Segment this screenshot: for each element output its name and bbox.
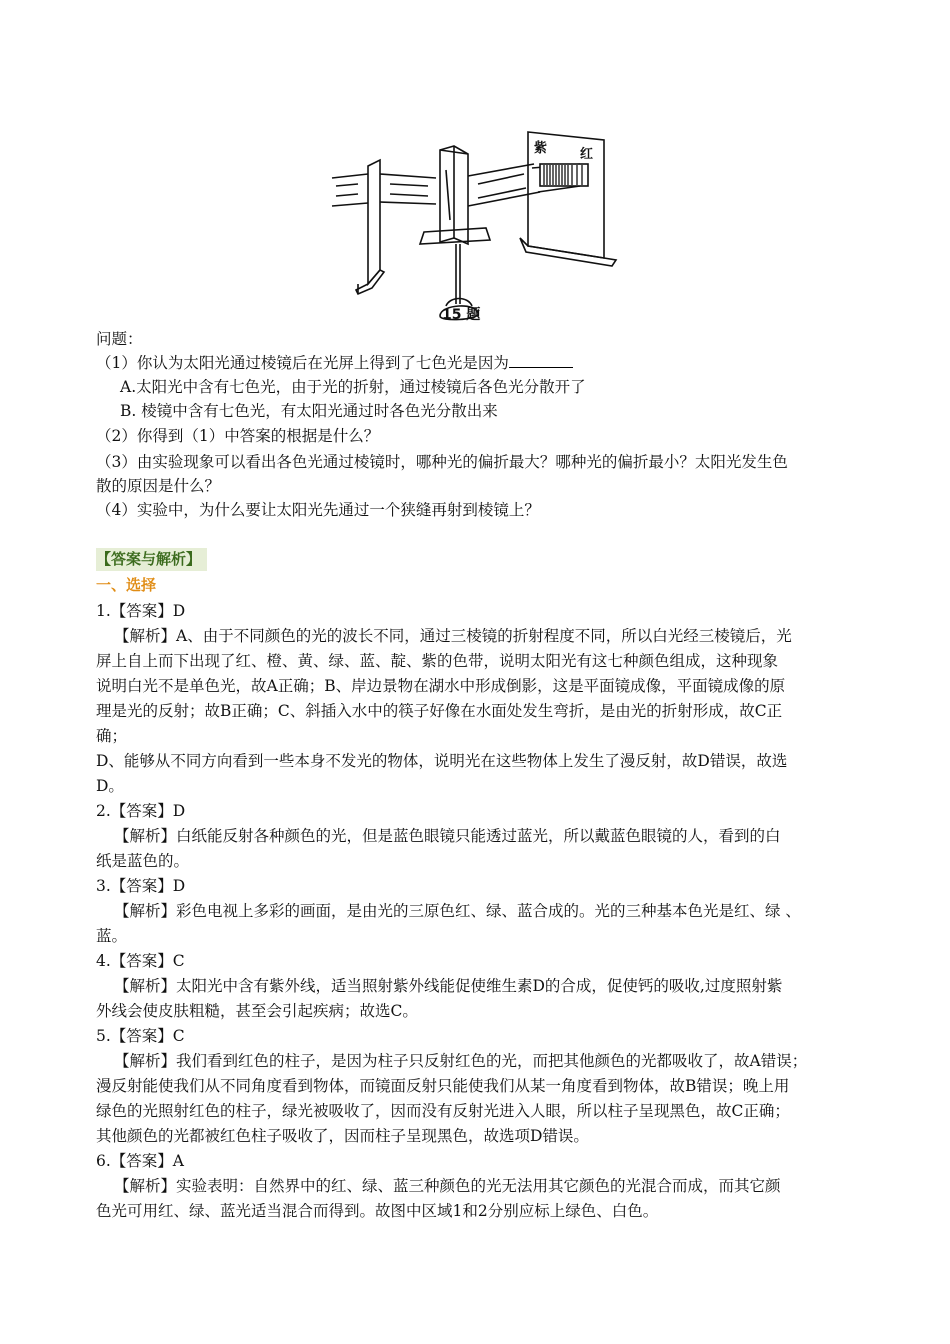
analysis-1-line: 屏上自上而下出现了红、橙、黄、绿、蓝、靛、紫的色带，说明太阳光有这七种颜色组成，这种现象: [96, 652, 779, 670]
analysis-1-line: 确；: [96, 727, 128, 745]
option-b: B. 棱镜中含有七色光，有太阳光通过时各色光分散出来: [120, 402, 498, 420]
answer-blank: [509, 353, 573, 368]
analysis-4-line: 【解析】太阳光中含有紫外线，适当照射紫外线能促使维生素D的合成，促使钙的吸收,过度照射紫: [114, 977, 783, 995]
answer-5: 5.【答案】C: [96, 1027, 185, 1045]
analysis-4-line: 外线会使皮肤粗糙，甚至会引起疾病；故选C。: [96, 1002, 418, 1020]
question-1-text: （1）你认为太阳光通过棱镜后在光屏上得到了七色光是因为: [96, 354, 509, 372]
label-purple: 紫: [534, 141, 548, 156]
figure-caption: 15 题: [442, 307, 481, 323]
analysis-5-line: 其他颜色的光都被红色柱子吸收了，因而柱子呈现黑色，故选项D错误。: [96, 1127, 589, 1145]
analysis-6-line: 色光可用红、绿、蓝光适当混合而得到。故图中区域1和2分别应标上绿色、白色。: [96, 1202, 659, 1220]
prism-dispersion-figure: [328, 120, 628, 330]
answer-1: 1.【答案】D: [96, 602, 186, 620]
question-1: [96, 351, 573, 375]
analysis-3-line: 【解析】彩色电视上多彩的画面，是由光的三原色红、绿、蓝合成的。光的三种基本色光是红、绿 、: [114, 902, 801, 920]
answer-3: 3.【答案】D: [96, 877, 186, 895]
answer-2: 2.【答案】D: [96, 802, 186, 820]
question-2: （2）你得到（1）中答案的根据是什么？: [96, 427, 380, 445]
option-a: A.太阳光中含有七色光，由于光的折射，通过棱镜后各色光分散开了: [120, 378, 586, 396]
question-3-line-1: （3）由实验现象可以看出各色光通过棱镜时，哪种光的偏折最大？哪种光的偏折最小？太阳光发生色: [96, 453, 788, 471]
questions-heading: 问题：: [96, 330, 143, 348]
analysis-1-line: D、能够从不同方向看到一些本身不发光的物体，说明光在这些物体上发生了漫反射，故D错误，故选: [96, 752, 788, 770]
analysis-2-line: 【解析】白纸能反射各种颜色的光，但是蓝色眼镜只能透过蓝光，所以戴蓝色眼镜的人，看到的白: [114, 827, 781, 845]
answer-6: 6.【答案】A: [96, 1152, 184, 1170]
analysis-1-line: 【解析】A、由于不同颜色的光的波长不同，通过三棱镜的折射程度不同，所以白光经三棱镜后，光: [114, 627, 792, 645]
analysis-2-line: 纸是蓝色的。: [96, 852, 190, 870]
analysis-1-line: 说明白光不是单色光，故A正确；B、岸边景物在湖水中形成倒影，这是平面镜成像，平面镜成像的原: [96, 677, 786, 695]
analysis-5-line: 绿色的光照射红色的柱子，绿光被吸收了，因而没有反射光进入人眼，所以柱子呈现黑色，故C正确；: [96, 1102, 790, 1120]
label-red: 红: [580, 147, 594, 162]
analysis-3-line: 蓝。: [96, 927, 128, 945]
analysis-1-line: 理是光的反射；故B正确；C、斜插入水中的筷子好像在水面处发生弯折，是由光的折射形成，故C正: [96, 702, 783, 720]
analysis-6-line: 【解析】实验表明：自然界中的红、绿、蓝三种颜色的光无法用其它颜色的光混合而成，而其它颜: [114, 1177, 781, 1195]
analysis-5-line: 漫反射能使我们从不同角度看到物体，而镜面反射只能使我们从某一角度看到物体，故B错误；晚上用: [96, 1077, 790, 1095]
analysis-1-line: D。: [96, 777, 124, 795]
question-4: （4）实验中，为什么要让太阳光先通过一个狭缝再射到棱镜上？: [96, 501, 540, 519]
analysis-5-line: 【解析】我们看到红色的柱子，是因为柱子只反射红色的光，而把其他颜色的光都吸收了，故A错误；: [114, 1052, 808, 1070]
answer-4: 4.【答案】C: [96, 952, 185, 970]
question-3-line-2: 散的原因是什么？: [96, 477, 221, 495]
section-title: 一、选择: [96, 576, 157, 594]
answers-header: 【答案与解析】: [96, 548, 207, 571]
